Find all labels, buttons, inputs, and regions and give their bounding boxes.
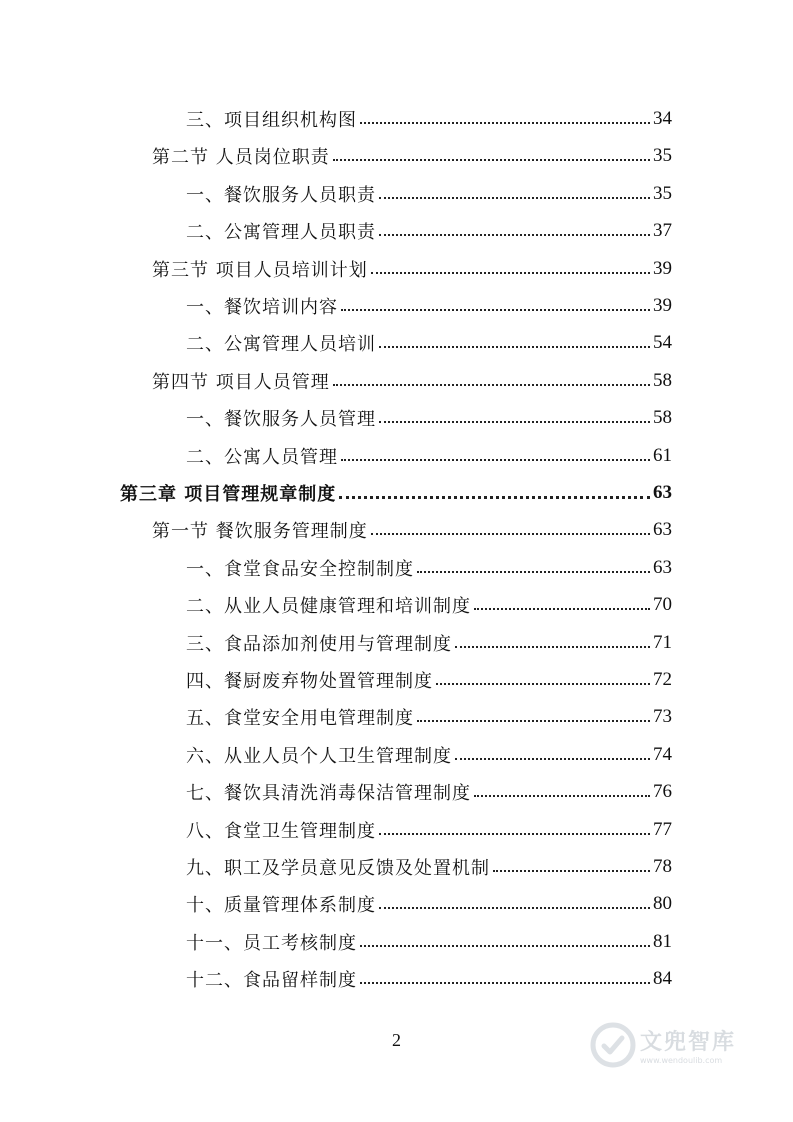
toc-entry-page: 35 [653, 145, 672, 167]
watermark-name: 文兜智库 [640, 1030, 737, 1055]
toc-entry-title: 八、食堂卫生管理制度 [186, 820, 376, 842]
toc-entry-title: 十二、食品留样制度 [186, 970, 357, 992]
toc-entry-page: 63 [653, 519, 672, 541]
toc-leader-dots [341, 459, 650, 461]
toc-entry-page: 78 [653, 856, 672, 877]
watermark-url: www.wendoulib.com [640, 1056, 723, 1065]
toc-leader-dots [333, 384, 650, 386]
toc-entry [186, 740, 672, 770]
toc-leader-dots [417, 720, 650, 722]
toc-leader-dots [474, 795, 650, 797]
toc-leader-dots [341, 309, 650, 311]
toc-entry-page: 77 [653, 818, 672, 840]
toc-entry [152, 254, 672, 284]
toc-entry-page: 63 [653, 556, 672, 578]
toc-entry [186, 665, 672, 695]
toc-leader-dots [379, 346, 650, 348]
watermark-logo-icon [590, 1022, 636, 1068]
toc-leader-dots [379, 234, 650, 236]
toc-entry-title: 六、从业人员个人卫生管理制度 [186, 745, 452, 767]
toc-leader-dots [360, 945, 650, 947]
toc-leader-dots [360, 122, 650, 124]
toc-entry-title: 十、质量管理体系制度 [186, 895, 376, 917]
toc-entry-title: 二、公寓人员管理 [186, 446, 338, 468]
toc-entry-title: 二、公寓管理人员培训 [186, 334, 376, 356]
toc-entry-title: 四、餐厨废弃物处置管理制度 [186, 671, 433, 692]
toc-entry-page: 81 [653, 930, 672, 952]
toc-leader-dots [379, 197, 650, 199]
toc-entry-page: 63 [653, 482, 672, 503]
toc-entry-page: 37 [653, 220, 672, 242]
toc-leader-dots [379, 833, 650, 835]
toc-entry-title: 一、餐饮服务人员职责 [186, 184, 376, 206]
toc-entry [186, 403, 672, 433]
toc-entry-page: 80 [653, 893, 672, 915]
toc-entry [186, 777, 672, 807]
toc-leader-dots [379, 907, 650, 909]
toc-entry-title: 二、公寓管理人员职责 [186, 222, 376, 244]
toc-leader-dots [339, 496, 650, 499]
toc-leader-dots [379, 421, 650, 423]
toc-leader-dots [455, 646, 650, 648]
toc-entry-title: 九、职工及学员意见反馈及处置机制 [186, 858, 490, 879]
toc-leader-dots [493, 870, 650, 872]
toc-entry-title: 七、餐饮具清洗消毒保洁管理制度 [186, 783, 471, 805]
toc-entry [186, 590, 672, 620]
toc-entry-title: 第三节 项目人员培训计划 [152, 259, 368, 281]
toc-leader-dots [371, 533, 650, 535]
toc-entry [152, 141, 672, 171]
toc-entry-page: 39 [653, 257, 672, 279]
toc-entry-page: 39 [653, 295, 672, 316]
toc-entry [186, 291, 672, 321]
toc-entry [152, 515, 672, 545]
toc-entry-page: 58 [653, 407, 672, 429]
toc-entry-page: 84 [653, 968, 672, 990]
toc-entry-page: 54 [653, 332, 672, 354]
toc-leader-dots [417, 571, 650, 573]
toc-entry [186, 441, 672, 471]
toc-entry [186, 179, 672, 209]
toc-entry-title: 第四节 项目人员管理 [152, 371, 330, 393]
toc-entry [186, 964, 672, 994]
toc-entry-page: 61 [653, 444, 672, 466]
toc-leader-dots [455, 758, 650, 760]
toc-entry-title: 一、餐饮培训内容 [186, 297, 338, 318]
watermark [590, 1022, 736, 1068]
toc-entry-page: 34 [653, 108, 672, 129]
toc-entry [186, 104, 672, 134]
toc-leader-dots [474, 608, 650, 610]
toc-entry-page: 58 [653, 369, 672, 391]
toc-entry-title: 二、从业人员健康管理和培训制度 [186, 596, 471, 618]
toc-entry [120, 478, 672, 508]
toc-entry [186, 328, 672, 358]
toc-entry-title: 三、食品添加剂使用与管理制度 [186, 633, 452, 655]
toc-entry [186, 702, 672, 732]
toc-leader-dots [360, 982, 650, 984]
toc-entry-page: 72 [653, 669, 672, 690]
toc-entry [186, 553, 672, 583]
toc-entry [186, 889, 672, 919]
toc-entry-title: 第二节 人员岗位职责 [152, 147, 330, 169]
toc-entry-title: 第三章 项目管理规章制度 [120, 484, 337, 505]
toc-leader-dots [371, 272, 650, 274]
page-number: 2 [392, 1030, 401, 1050]
toc-entry-page: 74 [653, 743, 672, 765]
toc-leader-dots [333, 159, 650, 161]
toc-entry-page: 71 [653, 631, 672, 653]
toc-entry-page: 73 [653, 706, 672, 728]
toc-entry-page: 35 [653, 182, 672, 204]
toc-leader-dots [436, 683, 650, 685]
toc-entry-page: 76 [653, 781, 672, 803]
toc-entry-page: 70 [653, 594, 672, 616]
toc-entry-title: 第一节 餐饮服务管理制度 [152, 521, 368, 543]
toc-entry [186, 628, 672, 658]
toc-entry-title: 三、项目组织机构图 [186, 110, 357, 131]
toc-entry [186, 216, 672, 246]
toc-entry [186, 852, 672, 882]
toc-entry [186, 927, 672, 957]
toc-entry-title: 五、食堂安全用电管理制度 [186, 708, 414, 730]
toc-entry [186, 815, 672, 845]
toc-entry [152, 366, 672, 396]
toc-entry-title: 一、餐饮服务人员管理 [186, 409, 376, 431]
toc-entry-title: 一、食堂食品安全控制制度 [186, 558, 414, 580]
toc-entry-title: 十一、员工考核制度 [186, 932, 357, 954]
